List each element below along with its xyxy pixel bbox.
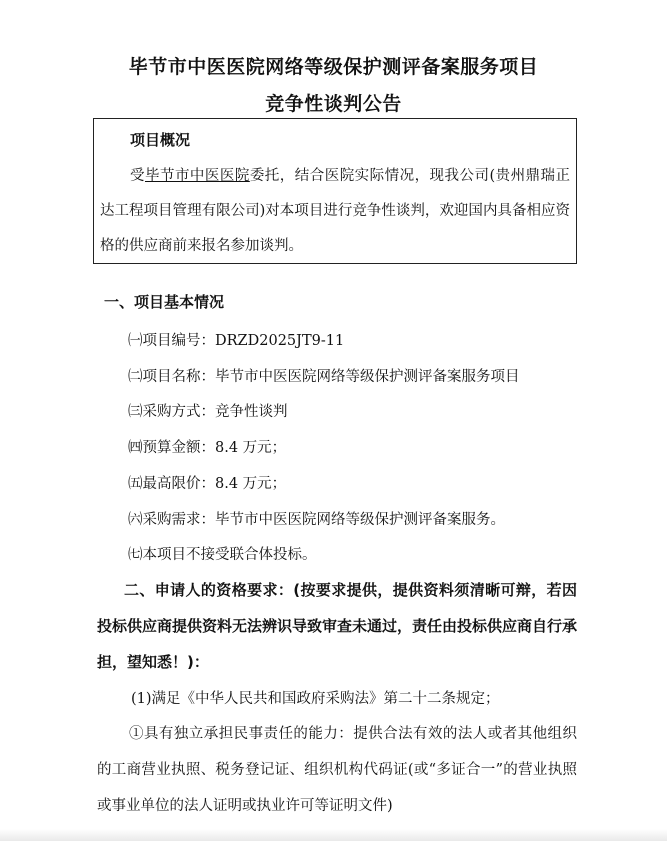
no-consortium-item: ㈦本项目不接受联合体投标。: [128, 547, 317, 563]
project-name-item: ㈡项目名称：毕节市中医医院网络等级保护测评备案服务项目: [128, 369, 520, 385]
project-overview-box: [93, 118, 577, 264]
section1-heading: 一、项目基本情况: [104, 293, 225, 311]
max-price-item: ㈤最高限价：8.4 万元；: [128, 476, 287, 492]
overview-body: 委托，结合医院实际情况，现我公司(贵州鼎瑞正达工程项目管理有限公司)对本项目进行竞争性谈判，欢迎国内具备相应资格的供应商前来报名参加谈判。: [100, 168, 571, 254]
document-title-line2: 竞争性谈判公告: [265, 93, 402, 115]
overview-text: [100, 159, 570, 264]
budget-item: ㈣预算金额：8.4 万元；: [128, 440, 287, 456]
requirement-1: (1)满足《中华人民共和国政府采购法》第二十二条规定；: [131, 691, 500, 707]
procurement-needs-item: ㈥采购需求：毕节市中医医院网络等级保护测评备案服务。: [128, 512, 505, 528]
page-bottom-edge: [0, 829, 667, 841]
overview-prefix: 受: [130, 168, 145, 184]
section2-heading: 二、申请人的资格要求：(按要求提供，提供资料须清晰可辩，若因投标供应商提供资料无法辨识导致审查未通过，责任由投标供应商自行承担，望知悉！)：: [97, 581, 578, 671]
document-title-line1: 毕节市中医医院网络等级保护测评备案服务项目: [128, 56, 539, 78]
overview-heading: 项目概况: [130, 131, 191, 149]
project-number-item: ㈠项目编号：DRZD2025JT9-11: [128, 333, 345, 349]
requirement-1a: ①具有独立承担民事责任的能力：提供合法有效的法人或者其他组织的工商营业执照、税务登记证、组织机构代码证(或“多证合一”的营业执照或事业单位的法人证明或执业许可等证明文件): [97, 726, 577, 814]
org-link[interactable]: 毕节市中医医院: [144, 168, 250, 184]
procurement-method-item: ㈢采购方式：竞争性谈判: [128, 404, 288, 420]
